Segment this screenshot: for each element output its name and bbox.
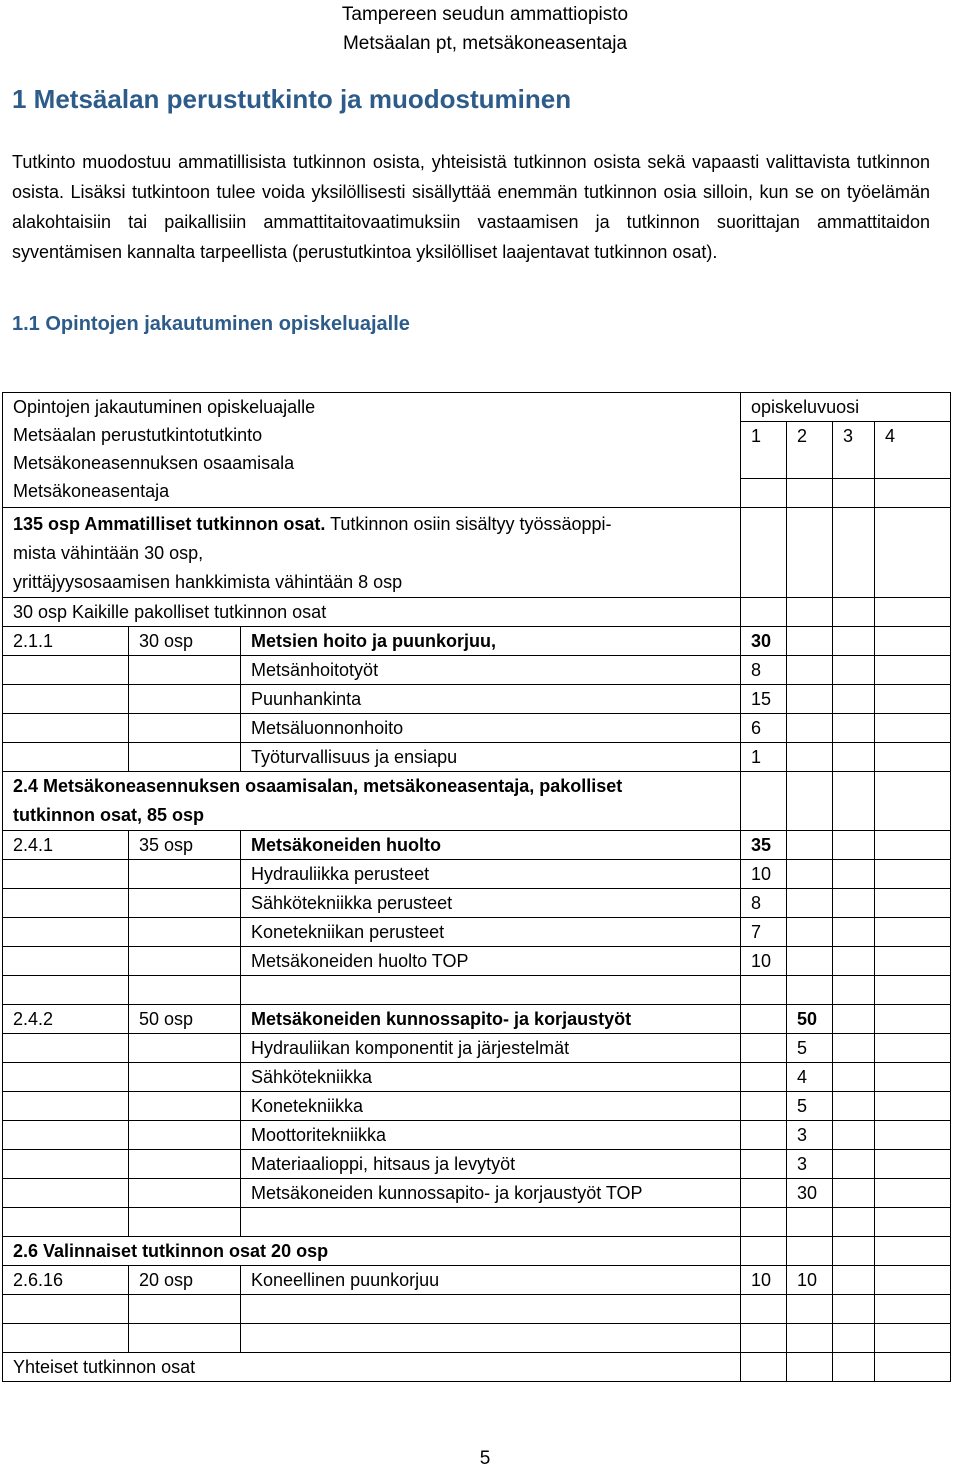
table-row [3, 918, 951, 947]
unit-name: Metsäkoneiden huolto [241, 831, 741, 860]
unit-osp: 50 osp [129, 1005, 241, 1034]
intro-paragraph: Tutkinto muodostuu ammatillisista tutkinnon osista, yhteisistä tutkinnon osista sekä vapaasti valittavista tutkinnon osista. Lisäksi tutkintoon tulee voida yksilöllisesti sisällyttää enemmän tutkinnon osia silloin, kun se on työelämän alakohtaisiin tai paikallisiin ammattitaitovaatimuksiin vastaamisen ja tutkinnon suorittajan ammattitaidon syventämisen kannalta tarpeellista (perustutkintoa yksilölliset laajentavat tutkinnon osat). [12, 152, 930, 262]
table-row [3, 976, 951, 1005]
subunit-name: Työturvallisuus ja ensiapu [241, 743, 741, 772]
subunit-year1: 8 [741, 889, 787, 918]
subunit-name: Sähkötekniikka [241, 1063, 741, 1092]
subunit-year2: 30 [787, 1179, 833, 1208]
heading-line: Metsäkoneasennuksen osaamisala [13, 453, 295, 473]
subunit-year2: 3 [787, 1121, 833, 1150]
table-row [3, 772, 951, 831]
subunit-year2: 5 [787, 1034, 833, 1063]
subunit-name: Metsänhoitotyöt [241, 656, 741, 685]
section-heading: 2.4 Metsäkoneasennuksen osaamisalan, metsäkoneasentaja, pakolliset tutkinnon osat, 85 osp [3, 772, 741, 831]
table-heading [3, 393, 741, 508]
table-row [3, 1005, 951, 1034]
table-row [3, 860, 951, 889]
table-row [3, 1034, 951, 1063]
table-row [3, 1237, 951, 1266]
table-row [3, 1092, 951, 1121]
table-row [3, 1179, 951, 1208]
table-row [3, 685, 951, 714]
header-program: Metsäalan pt, metsäkoneasentaja [342, 33, 628, 54]
study-distribution-table [2, 392, 951, 1382]
subunit-year1: 15 [741, 685, 787, 714]
table-row [3, 598, 951, 627]
subunit-name: Konetekniikka [241, 1092, 741, 1121]
subunit-name: Hydrauliikka perusteet [241, 860, 741, 889]
unit-name: Koneellinen puunkorjuu [241, 1266, 741, 1295]
year-1: 1 [741, 422, 787, 451]
subunit-year2: 5 [787, 1092, 833, 1121]
table-row [3, 714, 951, 743]
vocational-units-text: Tutkinnon osiin sisältyy työssäoppimista vähintään 30 osp, [13, 514, 612, 563]
table-row [3, 1150, 951, 1179]
unit-code: 2.4.1 [3, 831, 129, 860]
subunit-year1: 8 [741, 656, 787, 685]
unit-year1: 35 [741, 831, 787, 860]
common-units: Yhteiset tutkinnon osat [3, 1353, 741, 1382]
subunit-name: Materiaalioppi, hitsaus ja levytyöt [241, 1150, 741, 1179]
table-row [3, 1063, 951, 1092]
table-row [3, 656, 951, 685]
unit-code: 2.1.1 [3, 627, 129, 656]
table-row [3, 393, 951, 422]
table-row [3, 947, 951, 976]
year-3: 3 [833, 422, 875, 451]
unit-year2: 10 [787, 1266, 833, 1295]
unit-year1: 30 [741, 627, 787, 656]
mandatory-units: 30 osp Kaikille pakolliset tutkinnon osat [3, 598, 741, 627]
heading-line: Opintojen jakautuminen opiskeluajalle [13, 397, 316, 417]
heading-line: Metsäalan perustutkintotutkinto [13, 425, 263, 445]
unit-osp: 20 osp [129, 1266, 241, 1295]
heading-line: Metsäkoneasentaja [13, 481, 170, 501]
table-row [3, 1208, 951, 1237]
subunit-name: Metsäkoneiden kunnossapito- ja korjaustyöt TOP [241, 1179, 741, 1208]
unit-code: 2.6.16 [3, 1266, 129, 1295]
subunit-name: Puunhankinta [241, 685, 741, 714]
table-row [3, 831, 951, 860]
unit-year2: 50 [787, 1005, 833, 1034]
unit-name: Metsien hoito ja puunkorjuu, [241, 627, 741, 656]
table-row [3, 1121, 951, 1150]
year-2: 2 [787, 422, 833, 451]
subunit-name: Konetekniikan perusteet [241, 918, 741, 947]
subunit-year2: 4 [787, 1063, 833, 1092]
unit-code: 2.4.2 [3, 1005, 129, 1034]
vocational-units [3, 508, 741, 598]
year-label: opiskeluvuosi [741, 393, 951, 422]
table-row [3, 1353, 951, 1382]
unit-year1: 10 [741, 1266, 787, 1295]
table-row [3, 508, 951, 598]
section-heading: 2.6 Valinnaiset tutkinnon osat 20 osp [3, 1237, 741, 1266]
table-row [3, 1295, 951, 1324]
header-school: Tampereen seudun ammattiopisto [341, 4, 629, 25]
unit-osp: 30 osp [129, 627, 241, 656]
subunit-year1: 10 [741, 860, 787, 889]
subunit-name: Hydrauliikan komponentit ja järjestelmät [241, 1034, 741, 1063]
table-row [3, 1266, 951, 1295]
vocational-units-text: yrittäjyysosaamisen hankkimista vähintään 8 osp [13, 572, 403, 592]
table-row [3, 1324, 951, 1353]
subunit-name: Metsäluonnonhoito [241, 714, 741, 743]
subunit-name: Metsäkoneiden huolto TOP [241, 947, 741, 976]
vocational-units-title: 135 osp Ammatilliset tutkinnon osat. [13, 514, 326, 534]
table-row [3, 743, 951, 772]
year-4: 4 [875, 422, 951, 451]
unit-name: Metsäkoneiden kunnossapito- ja korjaustyöt [241, 1005, 741, 1034]
subunit-year1: 7 [741, 918, 787, 947]
subunit-year1: 10 [741, 947, 787, 976]
subunit-year1: 6 [741, 714, 787, 743]
page-header [0, 0, 960, 58]
unit-osp: 35 osp [129, 831, 241, 860]
page-number: 5 [479, 1448, 491, 1469]
subunit-name: Sähkötekniikka perusteet [241, 889, 741, 918]
table-row [3, 627, 951, 656]
subunit-year1: 1 [741, 743, 787, 772]
page-title: 1 Metsäalan perustutkinto ja muodostuminen [12, 84, 572, 114]
section-subtitle: 1.1 Opintojen jakautuminen opiskeluajalle [12, 313, 410, 335]
subunit-name: Moottoritekniikka [241, 1121, 741, 1150]
table-row [3, 889, 951, 918]
subunit-year2: 3 [787, 1150, 833, 1179]
